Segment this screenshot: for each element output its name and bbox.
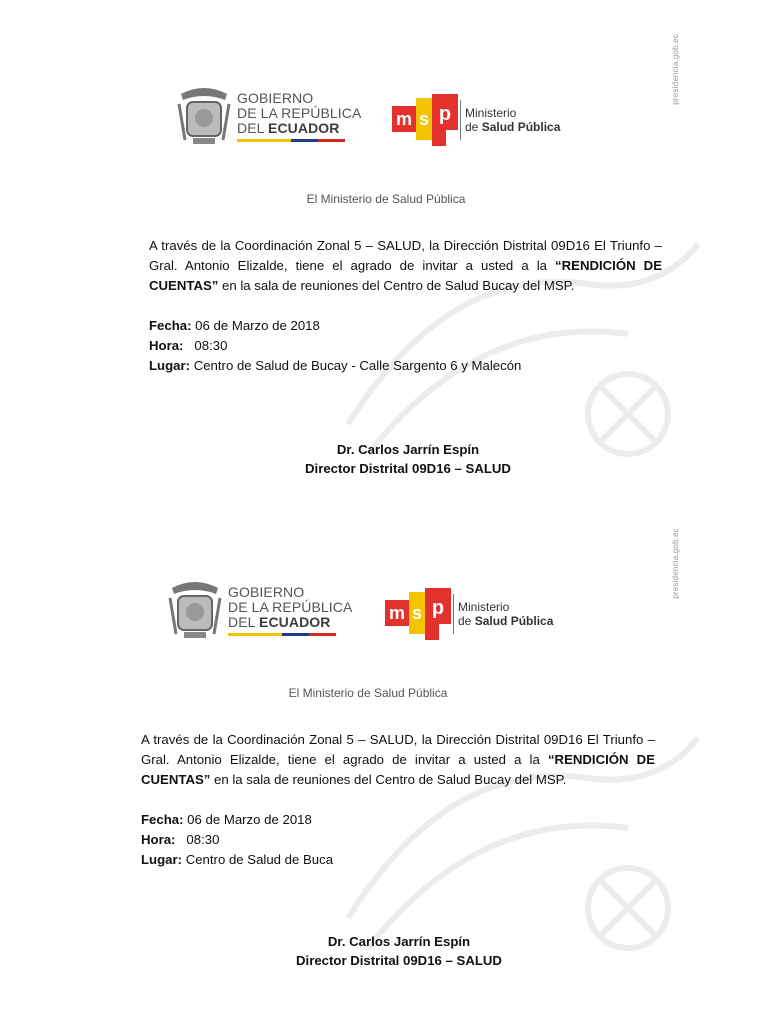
- msp-mark-icon: [385, 588, 451, 640]
- fecha-label: Fecha:: [141, 812, 184, 827]
- presidencia-url: presidencia.gob.ec: [671, 34, 680, 105]
- msp-letter-s: s: [411, 603, 423, 623]
- fecha-row: [149, 316, 521, 336]
- ministry-heading: El Ministerio de Salud Pública: [288, 686, 448, 700]
- flag-stripe: [228, 633, 336, 636]
- lugar-value: Centro de Salud de Buca: [182, 852, 334, 867]
- coat-of-arms-icon: [166, 578, 224, 642]
- gov-line-1: GOBIERNO: [237, 89, 314, 106]
- invitation-card-2: [0, 508, 768, 978]
- lugar-label: Lugar:: [149, 358, 191, 373]
- coat-of-arms-icon: [175, 84, 233, 148]
- hora-row: [149, 336, 521, 356]
- msp-line-1: Ministerio: [458, 600, 510, 614]
- body-bold: “RENDICIÓN DE CUENTAS”: [149, 258, 662, 293]
- signatory-title: Director Distrital 09D16 – SALUD: [305, 461, 511, 476]
- hora-value: 08:30: [175, 832, 220, 847]
- msp-line-2-prefix: de: [465, 120, 482, 134]
- hora-row: [141, 830, 333, 850]
- msp-logo: [392, 94, 560, 146]
- hora-label: Hora:: [141, 832, 176, 847]
- fecha-row: [141, 810, 333, 830]
- hora-value: 08:30: [183, 338, 228, 353]
- signatory-name: Dr. Carlos Jarrín Espín: [327, 934, 471, 949]
- event-details: [149, 316, 521, 376]
- body-part-2: en la sala de reuniones del Centro de Salud Bucay del MSP.: [218, 278, 575, 293]
- lugar-row: [149, 356, 521, 376]
- gobierno-logo: [166, 578, 352, 642]
- gov-line-3-bold: ECUADOR: [268, 119, 340, 136]
- fecha-value: 06 de Marzo de 2018: [183, 812, 312, 827]
- body-part-1: A través de la Coordinación Zonal 5 – SALUD, la Dirección Distrital 09D16 El Triunfo – Gral. Antonio Elizalde, tiene el agrado de invitar a usted a la: [149, 238, 662, 273]
- lugar-label: Lugar:: [141, 852, 183, 867]
- gov-line-1: GOBIERNO: [228, 583, 305, 600]
- body-bold: “RENDICIÓN DE CUENTAS”: [141, 752, 655, 787]
- signatory-title: Director Distrital 09D16 – SALUD: [296, 953, 502, 968]
- msp-letter-p: p: [438, 103, 452, 125]
- invitation-card-1: [0, 14, 768, 484]
- gov-line-3-bold: ECUADOR: [259, 613, 331, 630]
- msp-line-2-bold: Salud Pública: [474, 614, 554, 628]
- msp-logo: [385, 588, 553, 640]
- presidencia-url: presidencia.gob.ec: [671, 528, 680, 599]
- event-details: [141, 810, 333, 870]
- invitation-body: [149, 236, 662, 296]
- signature-block: [0, 440, 768, 478]
- invitation-body: [141, 730, 655, 790]
- body-part-1: A través de la Coordinación Zonal 5 – SALUD, la Dirección Distrital 09D16 El Triunfo – Gral. Antonio Elizalde, tiene el agrado de invitar a usted a la: [141, 732, 655, 767]
- msp-mark-icon: [392, 94, 458, 146]
- gobierno-logo: [175, 84, 361, 148]
- gov-line-2: DE LA REPÚBLICA: [228, 598, 353, 615]
- lugar-value: Centro de Salud de Bucay - Calle Sargento 6 y Malecón: [190, 358, 522, 373]
- gov-line-3-prefix: DEL: [237, 119, 269, 136]
- gov-line-3-prefix: DEL: [228, 613, 260, 630]
- lugar-row: [141, 850, 333, 870]
- msp-divider: [460, 100, 461, 140]
- msp-letter-m: m: [395, 109, 413, 129]
- ministry-heading: El Ministerio de Salud Pública: [306, 192, 466, 206]
- msp-line-1: Ministerio: [465, 106, 517, 120]
- msp-line-2-bold: Salud Pública: [481, 120, 561, 134]
- gov-line-2: DE LA REPÚBLICA: [237, 104, 362, 121]
- msp-letter-m: m: [388, 603, 406, 623]
- msp-line-2-prefix: de: [458, 614, 475, 628]
- signature-block: [0, 932, 768, 970]
- hora-label: Hora:: [149, 338, 184, 353]
- signatory-name: Dr. Carlos Jarrín Espín: [336, 442, 480, 457]
- body-part-2: en la sala de reuniones del Centro de Salud Bucay del MSP.: [210, 772, 567, 787]
- fecha-label: Fecha:: [149, 318, 192, 333]
- fecha-value: 06 de Marzo de 2018: [191, 318, 320, 333]
- msp-letter-s: s: [418, 109, 430, 129]
- msp-divider: [453, 594, 454, 634]
- flag-stripe: [237, 139, 345, 142]
- msp-letter-p: p: [431, 597, 445, 619]
